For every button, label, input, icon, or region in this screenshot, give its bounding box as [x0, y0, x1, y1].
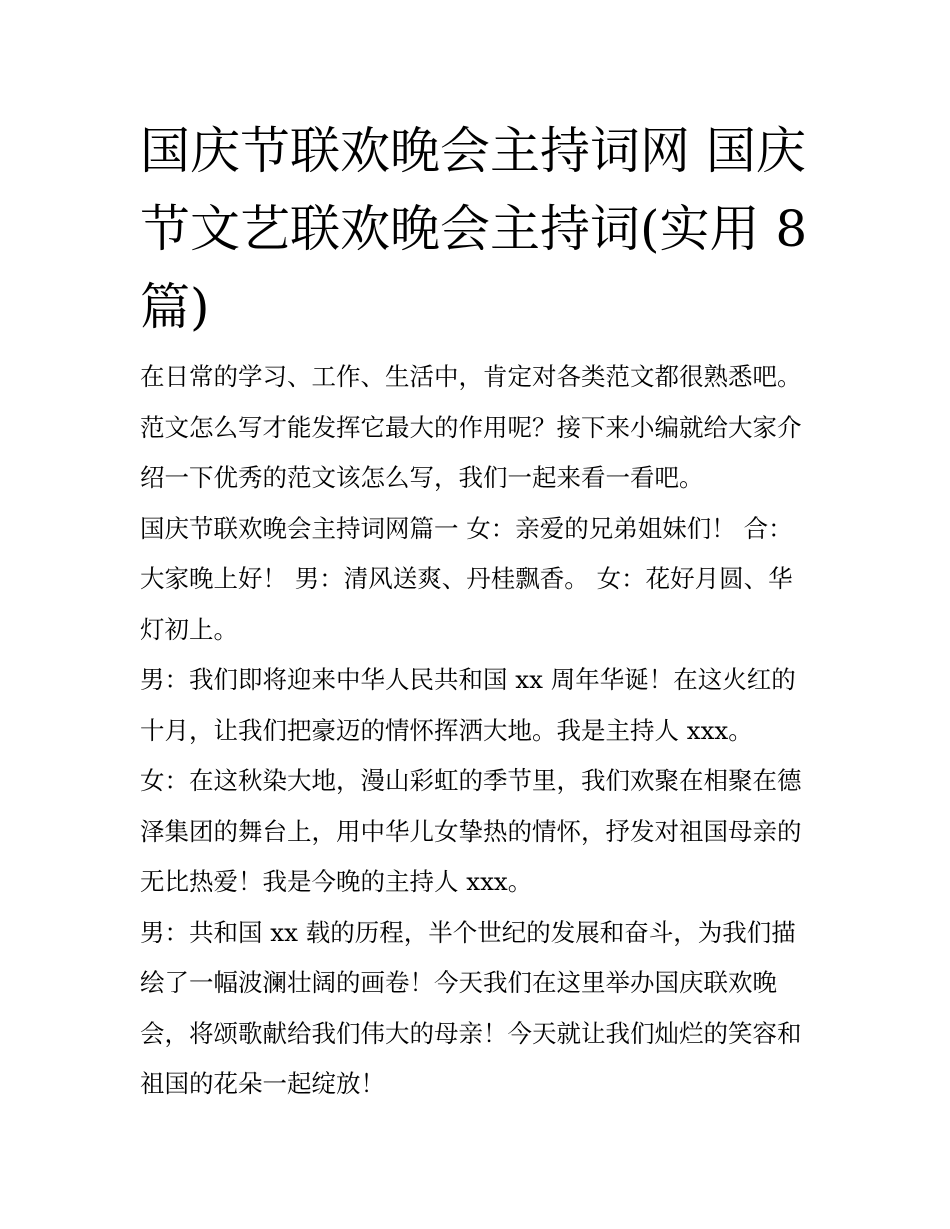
paragraph-opening: 国庆节联欢晚会主持词网篇一 女：亲爱的兄弟姐妹们！ 合：大家晚上好！ 男：清风送爽、丹桂飘香。 女：花好月圆、华灯初上。 [140, 513, 793, 644]
paragraph-intro: 在日常的学习、工作、生活中，肯定对各类范文都很熟悉吧。范文怎么写才能发挥它最大的作用呢？接下来小编就给大家介绍一下优秀的范文该怎么写，我们一起来看一看吧。 [140, 362, 802, 492]
paragraph-male-2: 男：共和国 xx 载的历程，半个世纪的发展和奋斗，为我们描绘了一幅波澜壮阔的画卷！今天我们在这里举办国庆联欢晚会，将颂歌献给我们伟大的母亲！今天就让我们灿烂的笑容和祖国的花朵一起绽放！ [140, 917, 802, 1098]
paragraph-male-1: 男：我们即将迎来中华人民共和国 xx 周年华诞！在这火红的十月，让我们把豪迈的情怀挥洒大地。我是主持人 xxx。 [140, 665, 796, 745]
paragraph-female-1: 女：在这秋染大地，漫山彩虹的季节里，我们欢聚在相聚在德泽集团的舞台上，用中华儿女挚热的情怀，抒发对祖国母亲的无比热爱！我是今晚的主持人 xxx。 [140, 766, 802, 896]
document-title: 国庆节联欢晚会主持词网 国庆节文艺联欢晚会主持词(实用 8 篇) [140, 122, 808, 336]
document-body [140, 352, 816, 1110]
